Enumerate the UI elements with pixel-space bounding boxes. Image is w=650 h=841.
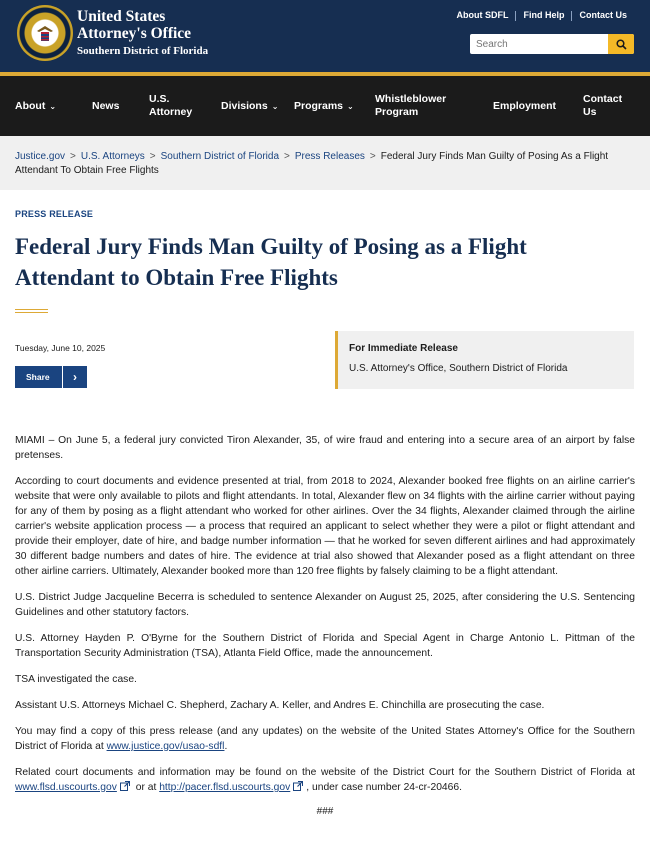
site-name-line2: Attorney's Office [77,25,192,42]
share-label: Share [26,372,50,382]
about-sdfl-link[interactable]: About SDFL [456,10,509,20]
breadcrumb-current: Federal Jury Finds Man Guilty of Posing As a Flight Attendant To Obtain Free Flights [15,151,609,176]
nav-item-label: Whistleblower Program [375,93,447,118]
external-link-icon [120,781,130,791]
chevron-right-icon: › [62,366,87,388]
breadcrumb-separator: > [284,151,290,162]
nav-item-us-attorney[interactable] [149,93,221,119]
paragraph: U.S. Attorney Hayden P. O'Byrne for the Southern District of Florida and Special Agent in Charge Antonio L. Pittman of the Transportation Security Administration (TSA), Atlanta Field Office, made the announcement. [15,633,635,659]
utility-links [449,10,634,21]
breadcrumb-separator: > [70,151,76,162]
paragraph-text: . [224,741,228,752]
contact-us-link[interactable]: Contact Us [579,10,627,20]
breadcrumb-separator: > [149,151,156,162]
article-body [15,433,635,817]
nav-item-label: Programs [294,99,344,112]
nav-item-employment[interactable] [493,100,583,113]
release-title: For Immediate Release [349,343,458,354]
paragraph [15,765,635,795]
nav-item-contact-us[interactable] [583,93,633,119]
breadcrumb-link-justice[interactable]: Justice.gov [15,151,66,162]
paragraph: U.S. District Judge Jacqueline Becerra is scheduled to sentence Alexander on August 25, 2025, after considering the U.S. Sentencing Guidelines and other statutory factors. [15,592,635,618]
breadcrumb [0,136,650,190]
nav-item-label: Contact Us [583,93,623,118]
nav-item-label: Employment [493,99,557,112]
chevron-down-icon: ⌄ [49,101,57,111]
breadcrumb-separator: > [369,151,376,162]
nav-item-about[interactable] [15,100,92,113]
publish-date: Tuesday, June 10, 2025 [15,343,106,353]
search-box [470,34,634,54]
release-office: U.S. Attorney's Office, Southern District of Florida [349,363,568,374]
paragraph: TSA investigated the case. [15,674,137,685]
title-underline [15,309,48,313]
nav-item-label: About [15,99,46,112]
breadcrumb-link-press-releases[interactable]: Press Releases [294,151,365,162]
site-name-line1: United States [77,8,166,25]
site-header [0,0,650,72]
paragraph [15,724,635,754]
usao-sdfl-link[interactable]: www.justice.gov/usao-sdfl [106,741,225,752]
breadcrumb-link-sdfl[interactable]: Southern District of Florida [160,151,280,162]
doj-seal-icon[interactable] [17,5,73,61]
paragraph-text: or at [132,782,160,793]
chevron-down-icon: ⌄ [271,101,279,111]
nav-item-news[interactable] [92,100,149,113]
paragraph-text: , under case number 24-cr-20466. [306,782,462,793]
end-mark: ### [316,806,334,817]
main-nav [0,76,650,136]
site-name[interactable] [77,8,208,57]
breadcrumb-link-us-attorneys[interactable]: U.S. Attorneys [80,151,145,162]
paragraph: Assistant U.S. Attorneys Michael C. Shepherd, Zachary A. Keller, and Andres E. Chinchilla are prosecuting the case. [15,700,545,711]
nav-item-label: U.S. Attorney [149,93,193,118]
pacer-link[interactable]: http://pacer.flsd.uscourts.gov [159,782,291,793]
paragraph: MIAMI – On June 5, a federal jury convicted Tiron Alexander, 35, of wire fraud and entering into a secure area of an airport by false pretenses. [15,435,635,461]
main-content [0,209,650,817]
paragraph: According to court documents and evidence presented at trial, from 2018 to 2024, Alexander booked free flights on an airline carrier's website that were only available to pilots and flight attendants. In total, Alexander flew on 34 flights with the airline carrier without paying for any of them by posing as a flight attendant who worked for other airlines. Over the 34 flights, Alexander claimed through the airline carrier's website application process — a process that required an applicant to select whether they were a pilot or flight attendant and provide their employer, date of hire, and badge number information — that he worked for seven different airlines and had approximately 30 different badge numbers and dates of hire. The evidence at trial also showed that Alexander posed as a flight attendant on three other airline carriers. Ultimately, Alexander booked more than 120 free flights by falsely claiming to be a flight attendant. [15,476,635,577]
nav-item-programs[interactable] [294,100,375,113]
external-link-icon [293,781,303,791]
nav-item-whistleblower[interactable] [375,93,493,119]
article-meta [15,331,635,391]
paragraph-text: You may find a copy of this press release (and any updates) on the website of the United States Attorney's Office for the Southern District of Florida at [15,726,635,752]
search-button[interactable] [608,34,634,54]
search-icon [616,39,627,50]
nav-item-label: News [92,99,120,112]
nav-item-label: Divisions [221,99,268,112]
page-title: Federal Jury Finds Man Guilty of Posing as a Flight Attendant to Obtain Free Flights [15,234,527,290]
content-type-label: PRESS RELEASE [15,209,94,219]
chevron-down-icon: ⌄ [347,101,354,111]
search-input[interactable] [470,34,608,54]
share-button[interactable] [15,366,87,388]
flsd-uscourts-link[interactable]: www.flsd.uscourts.gov [15,782,117,793]
release-info-box [335,331,634,389]
site-name-district: Southern District of Florida [77,45,209,57]
nav-item-divisions[interactable] [221,100,294,113]
find-help-link[interactable]: Find Help [523,10,565,20]
paragraph-text: Related court documents and information may be found on the website of the District Court for the Southern District of Florida at [15,767,635,778]
